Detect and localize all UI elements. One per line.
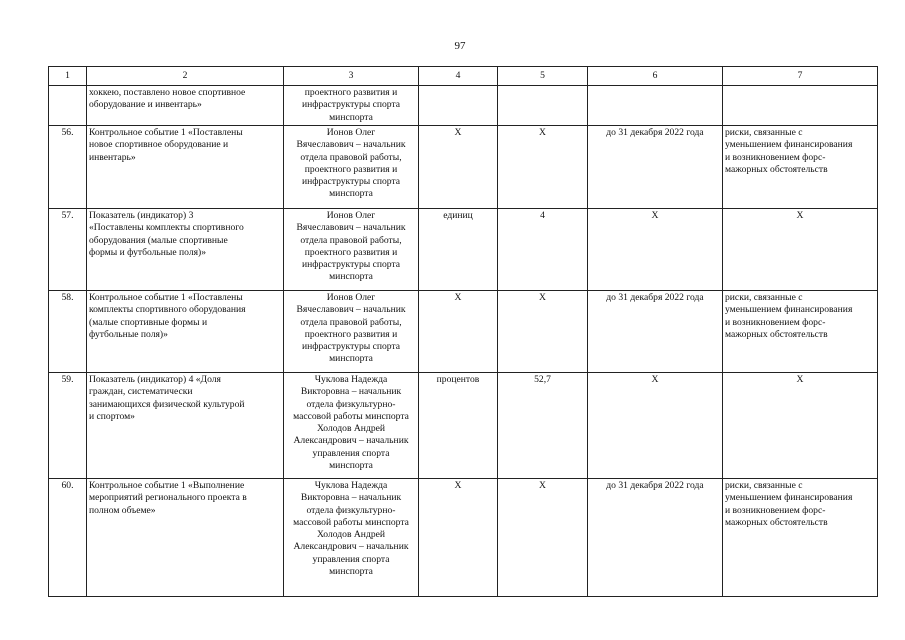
table-row <box>49 126 878 209</box>
responsible-text-line: минспорта <box>329 188 373 200</box>
responsible-cell <box>284 373 419 479</box>
risks-cell <box>723 291 878 373</box>
risks-text-line: уменьшением финансирования <box>725 492 853 504</box>
value-cell: Х <box>498 126 588 209</box>
responsible-text-line: минспорта <box>329 271 373 283</box>
event-text-line: комплекты спортивного оборудования <box>89 304 246 316</box>
event-cell <box>87 291 284 373</box>
responsible-text-line: Вячеславович – начальник <box>296 304 406 316</box>
event-text-line: (малые спортивные формы и <box>89 316 208 328</box>
responsible-text-line: Чуклова Надежда <box>314 480 388 491</box>
event-text-line: инвентарь» <box>89 151 136 163</box>
unit-cell: единиц <box>419 209 498 291</box>
responsible-text-line: управления спорта <box>312 553 390 565</box>
plan-table <box>48 66 878 597</box>
risks-text-line: риски, связанные с <box>725 292 803 303</box>
risks-text-line: мажорных обстоятельств <box>725 163 828 175</box>
deadline-cell: Х <box>588 373 723 479</box>
table-row <box>49 291 878 373</box>
event-text-line: оборудования (малые спортивные <box>89 234 228 246</box>
responsible-cell <box>284 86 419 126</box>
responsible-text-line: Холодов Андрей <box>316 423 386 435</box>
row-number-cell: 57. <box>49 209 87 291</box>
event-text-line: «Поставлены комплекты спортивного <box>89 222 244 234</box>
responsible-text-line: проектного развития и <box>304 328 398 340</box>
unit-cell: Х <box>419 291 498 373</box>
value-cell <box>498 86 588 126</box>
deadline-cell: до 31 декабря 2022 года <box>588 126 723 209</box>
responsible-text-line: Ионов Олег <box>326 127 376 138</box>
responsible-text-line: отдела правовой работы, <box>300 151 402 163</box>
event-cell <box>87 373 284 479</box>
responsible-text-line: Викторовна – начальник <box>300 492 402 504</box>
column-header: 7 <box>723 67 878 86</box>
unit-cell: Х <box>419 126 498 209</box>
table-row <box>49 479 878 597</box>
responsible-text-line: Чуклова Надежда <box>314 374 388 385</box>
responsible-text-line: минспорта <box>329 566 373 578</box>
responsible-text-line: управления спорта <box>312 447 390 459</box>
risks-text-line: мажорных обстоятельств <box>725 516 828 528</box>
column-header: 6 <box>588 67 723 86</box>
event-text-line: хоккею, поставлено новое спортивное <box>89 87 246 98</box>
table-row <box>49 373 878 479</box>
unit-cell <box>419 86 498 126</box>
row-number-cell: 58. <box>49 291 87 373</box>
event-text-line: занимающихся физической культурой <box>89 398 245 410</box>
event-text-line: полном объеме» <box>89 504 156 516</box>
responsible-text-line: массовой работы минспорта <box>293 410 409 422</box>
event-text-line: и спортом» <box>89 410 135 422</box>
column-header: 2 <box>87 67 284 86</box>
event-text-line: оборудование и инвентарь» <box>89 99 202 111</box>
table-row-continuation <box>49 86 878 126</box>
responsible-text-line: проектного развития и <box>304 87 398 98</box>
event-text-line: мероприятий регионального проекта в <box>89 492 247 504</box>
row-number-cell: 60. <box>49 479 87 597</box>
responsible-text-line: Викторовна – начальник <box>300 386 402 398</box>
responsible-text-line: Вячеславович – начальник <box>296 222 406 234</box>
deadline-cell: до 31 декабря 2022 года <box>588 291 723 373</box>
responsible-text-line: минспорта <box>329 353 373 365</box>
event-text-line: Показатель (индикатор) 3 <box>89 210 194 221</box>
risks-text-line: риски, связанные с <box>725 127 803 138</box>
responsible-text-line: минспорта <box>329 111 373 123</box>
risks-text-line: уменьшением финансирования <box>725 139 853 151</box>
risks-cell <box>723 126 878 209</box>
deadline-cell <box>588 86 723 126</box>
deadline-cell: Х <box>588 209 723 291</box>
risks-text-line: риски, связанные с <box>725 480 803 491</box>
responsible-text-line: проектного развития и <box>304 163 398 175</box>
risks-text-line: и возникновением форс- <box>725 151 826 163</box>
column-header: 3 <box>284 67 419 86</box>
event-text-line: футбольные поля)» <box>89 328 168 340</box>
risks-cell <box>723 479 878 597</box>
responsible-text-line: инфраструктуры спорта <box>301 176 401 188</box>
risks-cell <box>723 209 878 291</box>
event-cell <box>87 126 284 209</box>
unit-cell: Х <box>419 479 498 597</box>
event-text-line: Контрольное событие 1 «Поставлены <box>89 127 243 138</box>
event-cell <box>87 479 284 597</box>
responsible-text-line: Ионов Олег <box>326 210 376 221</box>
row-number-cell: 59. <box>49 373 87 479</box>
responsible-text-line: Вячеславович – начальник <box>296 139 406 151</box>
responsible-text-line: массовой работы минспорта <box>293 516 409 528</box>
responsible-text-line: инфраструктуры спорта <box>301 99 401 111</box>
value-cell: Х <box>498 291 588 373</box>
value-cell: 52,7 <box>498 373 588 479</box>
page-number: 97 <box>454 40 466 52</box>
responsible-text-line: инфраструктуры спорта <box>301 259 401 271</box>
responsible-text-line: Александрович – начальник <box>293 541 409 553</box>
risks-text-line: и возникновением форс- <box>725 504 826 516</box>
row-number-cell <box>49 86 87 126</box>
event-text-line: Контрольное событие 1 «Выполнение <box>89 480 245 491</box>
responsible-text-line: проектного развития и <box>304 246 398 258</box>
responsible-cell <box>284 126 419 209</box>
responsible-text-line: отдела правовой работы, <box>300 316 402 328</box>
responsible-cell <box>284 479 419 597</box>
responsible-text-line: минспорта <box>329 460 373 472</box>
value-cell: Х <box>498 479 588 597</box>
event-text-line: Показатель (индикатор) 4 «Доля <box>89 374 221 385</box>
column-header: 4 <box>419 67 498 86</box>
responsible-text-line: отдела физкультурно- <box>306 398 396 410</box>
table-body <box>49 86 878 597</box>
event-text-line: граждан, систематически <box>89 386 193 398</box>
row-number-cell: 56. <box>49 126 87 209</box>
column-header: 1 <box>49 67 87 86</box>
risks-cell <box>723 373 878 479</box>
risks-text-line: Х <box>796 374 804 385</box>
column-header: 5 <box>498 67 588 86</box>
deadline-cell: до 31 декабря 2022 года <box>588 479 723 597</box>
value-cell: 4 <box>498 209 588 291</box>
responsible-text-line: Александрович – начальник <box>293 435 409 447</box>
event-text-line: формы и футбольные поля)» <box>89 246 207 258</box>
unit-cell: процентов <box>419 373 498 479</box>
event-text-line: новое спортивное оборудование и <box>89 139 229 151</box>
table-row <box>49 209 878 291</box>
responsible-text-line: инфраструктуры спорта <box>301 341 401 353</box>
event-cell <box>87 86 284 126</box>
responsible-cell <box>284 291 419 373</box>
event-cell <box>87 209 284 291</box>
responsible-text-line: Холодов Андрей <box>316 529 386 541</box>
risks-text-line: Х <box>796 210 804 221</box>
responsible-text-line: отдела физкультурно- <box>306 504 396 516</box>
event-text-line: Контрольное событие 1 «Поставлены <box>89 292 243 303</box>
responsible-text-line: Ионов Олег <box>326 292 376 303</box>
responsible-text-line: отдела правовой работы, <box>300 234 402 246</box>
risks-cell <box>723 86 878 126</box>
risks-text-line: мажорных обстоятельств <box>725 328 828 340</box>
table-header-row <box>49 67 878 86</box>
responsible-cell <box>284 209 419 291</box>
risks-text-line: уменьшением финансирования <box>725 304 853 316</box>
risks-text-line: и возникновением форс- <box>725 316 826 328</box>
